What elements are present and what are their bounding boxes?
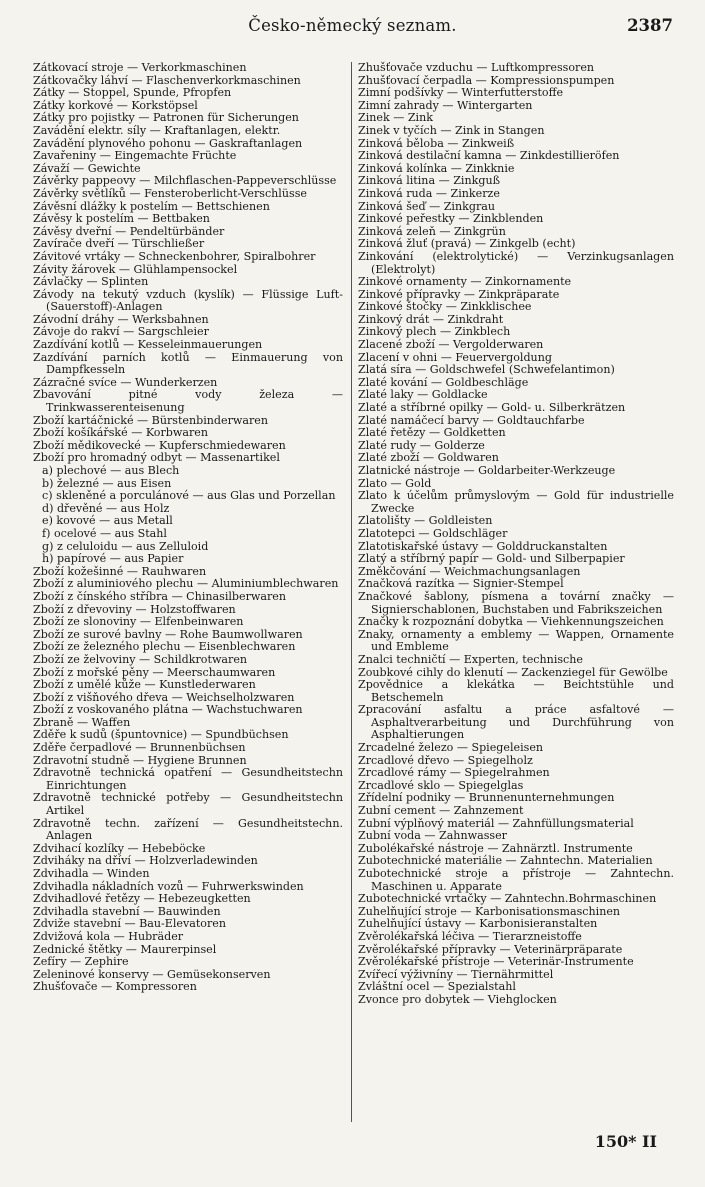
index-entry: Zdviháky na dříví — Holzverladewinden <box>33 854 258 868</box>
index-entry: Zavádění plynového pohonu — Gaskraftanlagen <box>33 136 303 150</box>
index-entry: Zlaté rudy — Golderze <box>358 438 485 452</box>
index-entry: Závody na tekutý vzduch (kyslík) — Flüssige Luft- (Sauerstoff)-Anlagen <box>33 287 343 314</box>
index-entry: Zlatnické nástroje — Goldarbeiter-Werkzeuge <box>358 464 616 477</box>
index-entry: Zubní výplňový materiál — Zahnfüllungsmaterial <box>358 816 634 830</box>
index-entry: Zboží z aluminiového plechu — Aluminiumblechwaren <box>33 577 339 591</box>
index-entry: Závaží — Gewichte <box>33 161 141 175</box>
index-entry: Zpracování asfaltu a práce asfaltové — Asphaltverarbeitung und Durchführung von Asphaltierungen <box>358 703 674 742</box>
index-entry: Zdvižová kola — Hubräder <box>33 929 184 943</box>
index-entry: Zubní cement — Zahnzement <box>358 804 524 818</box>
index-entry: Zboží košíkářské — Korbwaren <box>33 426 209 440</box>
index-entry: Zboží z voskovaného plátna — Wachstuchwaren <box>33 703 303 717</box>
index-entry: Zhušťovací čerpadla — Kompressionspumpen <box>358 73 615 87</box>
index-entry: Zubotechnické vrtačky — Zahntechn.Bohrmaschinen <box>358 892 657 906</box>
index-entry: Zvířecí výživníny — Tiernährmittel <box>358 967 554 981</box>
index-entry: Zinková zeleň — Zinkgrün <box>358 224 506 238</box>
page-number: 2387 <box>627 16 673 35</box>
index-entry: h) papírové — aus Papier <box>42 552 184 566</box>
index-entry: Zinková šeď — Zinkgrau <box>358 199 496 213</box>
printer-signature: 150* II <box>594 1132 657 1151</box>
index-entry: Zboží z umělé kůže — Kunstlederwaren <box>33 678 256 692</box>
index-entry: Zdvihadla nákladních vozů — Fuhrwerkswinden <box>33 879 304 893</box>
index-entry: Zvěrolékařské přístroje — Veterinär-Instrumente <box>358 955 634 969</box>
index-entry: Zboží z dřevoviny — Holzstoffwaren <box>33 602 236 616</box>
index-entry: Zubní voda — Zahnwasser <box>358 829 507 843</box>
index-entry: Zlaté laky — Goldlacke <box>358 388 488 402</box>
index-entry: d) dřevěné — aus Holz <box>42 501 170 515</box>
index-entry: Zboží ze želvoviny — Schildkrotwaren <box>33 652 248 666</box>
index-entry: Zboží pro hromadný odbyt — Massenartikel <box>33 451 280 465</box>
index-entry: Závěrky světlíků — Fensteroberlicht-Verschlüsse <box>33 186 307 200</box>
index-entry: Zinková litina — Zinkguß <box>358 174 500 188</box>
index-entry: Zlatý a stříbrný papír — Gold- und Silberpapier <box>358 552 625 566</box>
index-entry: Zlaté a stříbrné opilky — Gold- u. Silberkrätzen <box>358 401 626 415</box>
index-entry: b) železné — aus Eisen <box>42 476 172 490</box>
index-entry: Zrcadlové dřevo — Spiegelholz <box>358 753 533 767</box>
index-entry: Zdravotně techn. zařízení — Gesundheitstechn. Anlagen <box>33 816 343 843</box>
index-entry: Zinková běloba — Zinkweiß <box>358 136 515 150</box>
index-entry: Zinkový plech — Zinkblech <box>358 325 511 339</box>
index-entry: Zlatotepci — Goldschläger <box>358 526 508 540</box>
index-entry: f) ocelové — aus Stahl <box>42 526 167 540</box>
index-entry: Zlaté namáčecí barvy — Goldtauchfarbe <box>358 413 585 427</box>
index-entry: Zátky pro pojistky — Patronen für Sicherungen <box>33 111 299 125</box>
index-entry: Zděře čerpadlové — Brunnenbüchsen <box>33 741 246 755</box>
index-entry: Zrcadlové rámy — Spiegelrahmen <box>358 766 550 780</box>
index-entry: Zboží ze železného plechu — Eisenblechwaren <box>33 640 296 654</box>
index-entry: Zboží z mořské pěny — Meerschaumwaren <box>33 665 276 679</box>
index-entry: Zlaté řetězy — Goldketten <box>358 426 506 440</box>
index-entry: Zavádění elektr. síly — Kraftanlagen, elektr. <box>33 123 281 137</box>
index-entry: Zednické štětky — Maurerpinsel <box>33 942 217 956</box>
index-entry: Zátkovací stroje — Verkorkmaschinen <box>33 61 247 74</box>
index-entry: Zinková kolínka — Zinkknie <box>358 161 515 175</box>
index-entry: Zinková ruda — Zinkerze <box>358 186 500 200</box>
index-entry: Zboží ze surové bavlny — Rohe Baumwollwaren <box>33 627 303 641</box>
index-entry: Zazdívání parních kotlů — Einmauerung von Dampfkesseln <box>33 350 343 377</box>
index-entry: Zlato k účelům průmyslovým — Gold für industrielle Zwecke <box>358 489 674 515</box>
index-entry: Zlatá síra — Goldschwefel (Schwefelantimon) <box>358 363 615 377</box>
index-entry: Zuhelňující ústavy — Karbonisieranstalten <box>358 917 598 931</box>
index-entry: Závěsy k postelím — Bettbaken <box>33 212 210 226</box>
index-entry: Zavařeniny — Eingemachte Früchte <box>33 149 237 163</box>
index-entry: Zřídelní podniky — Brunnenunternehmungen <box>358 791 615 805</box>
index-entry: Zdvihadla — Winden <box>33 867 150 880</box>
index-entry: Zvonce pro dobytek — Viehglocken <box>358 992 557 1006</box>
index-entry: Zinek v tyčích — Zink in Stangen <box>358 123 545 137</box>
index-entry: Zimní zahrady — Wintergarten <box>358 98 533 112</box>
index-entry: Závěrky pappeovy — Milchflaschen-Pappeverschlüsse <box>33 174 337 188</box>
index-entry: Zlacené zboží — Vergolderwaren <box>358 338 544 352</box>
index-entry: Značková razítka — Signier-Stempel <box>358 577 564 591</box>
index-entry: Zinková žluť (pravá) — Zinkgelb (echt) <box>358 237 576 251</box>
index-entry: Zátky — Stoppel, Spunde, Pfropfen <box>33 86 232 100</box>
index-entry: Zefíry — Zephire <box>33 955 129 969</box>
index-entry: Zinkové peřestky — Zinkblenden <box>358 212 544 226</box>
index-entry: Zátky korkové — Korkstöpsel <box>33 98 198 112</box>
page-title: Česko-německý seznam. <box>248 16 457 35</box>
index-entry: Zinkový drát — Zinkdraht <box>358 312 504 326</box>
index-entry: Zdravotně technické potřeby — Gesundheitstechn Artikel <box>33 791 343 818</box>
index-entry: Zubolékařské nástroje — Zahnärztl. Instrumente <box>358 841 633 855</box>
index-entry: Zboží kožešinné — Rauhwaren <box>33 564 207 578</box>
index-entry: Zbavování pitné vody železa — Trinkwasserenteisenung <box>33 388 343 415</box>
index-entry: Zinkování (elektrolytické) — Verzinkugsanlagen (Elektrolyt) <box>358 249 674 276</box>
index-entry: Zinkové ornamenty — Zinkornamente <box>358 275 572 289</box>
index-entry: Zboží z višňového dřeva — Weichselholzwaren <box>33 690 295 704</box>
index-entry: Zátkovačky láhví — Flaschenverkorkmaschinen <box>33 73 301 87</box>
index-entry: Zboží ze slonoviny — Elfenbeinwaren <box>33 615 244 629</box>
index-entry: Zinek — Zink <box>358 111 433 125</box>
index-entry: Zdvihadlové řetězy — Hebezeugketten <box>33 892 251 906</box>
index-entry: g) z celuloidu — aus Zelluloid <box>42 539 209 553</box>
index-entry: Zhušťovače — Kompressoren <box>33 980 197 994</box>
column-divider <box>351 62 352 1122</box>
index-entry: Zázračné svíce — Wunderkerzen <box>33 375 218 389</box>
index-entry: Zinková destilační kamna — Zinkdestillieröfen <box>358 149 620 163</box>
index-entry: Značkové šablony, písmena a tovární značky — Signierschablonen, Buchstaben und Fabrikszeichen <box>358 589 674 616</box>
index-entry: Závlačky — Splinten <box>33 275 149 289</box>
index-entry: Zdravotní studně — Hygiene Brunnen <box>33 753 247 767</box>
index-entry: Zlacení v ohni — Feuervergoldung <box>358 350 552 364</box>
index-entry: a) plechové — aus Blech <box>42 464 180 477</box>
index-entry: Zlatolišty — Goldleisten <box>358 514 493 528</box>
index-entry: Znaky, ornamenty a emblemy — Wappen, Ornamente und Embleme <box>358 627 674 654</box>
index-entry: Zinkové štočky — Zinkklischee <box>358 300 532 314</box>
index-entry: e) kovové — aus Metall <box>42 514 173 528</box>
page-header <box>0 16 705 44</box>
index-entry: Zboží z čínského stříbra — Chinasilberwaren <box>33 589 287 603</box>
index-entry: Zboží kartáčnické — Bürstenbinderwaren <box>33 413 269 427</box>
index-entry: Změkčování — Weichmachungsanlagen <box>358 564 581 578</box>
index-entry: Závěsy dveřní — Pendeltürbänder <box>33 224 225 238</box>
index-entry: Zinkové přípravky — Zinkpräparate <box>358 287 560 301</box>
index-entry: Závodní dráhy — Werksbahnen <box>33 312 209 326</box>
index-entry: Zdravotně technická opatření — Gesundheitstechn Einrichtungen <box>33 766 343 792</box>
index-entry: Závitové vrtáky — Schneckenbohrer, Spiralbohrer <box>33 249 316 263</box>
index-entry: Zeleninové konservy — Gemüsekonserven <box>33 967 271 981</box>
index-entry: Zboží mědikovecké — Kupferschmiedewaren <box>33 438 286 452</box>
index-entry: Závity žárovek — Glühlampensockel <box>33 262 238 276</box>
index-entry: Zrcadlové sklo — Spiegelglas <box>358 778 524 792</box>
left-column <box>33 62 343 994</box>
index-entry: Zlatotiskařské ústavy — Golddruckanstalten <box>358 539 608 553</box>
index-entry: Zoubkové cihly do klenutí — Zackenziegel für Gewölbe <box>358 665 668 679</box>
index-entry: Zrcadelné železo — Spiegeleisen <box>358 741 544 755</box>
right-column <box>358 62 674 1007</box>
index-entry: Zbraně — Waffen <box>33 715 131 729</box>
index-entry: Zvěrolékařské přípravky — Veterinärpräparate <box>358 942 623 956</box>
index-entry: Zpovědnice a klekátka — Beichtstühle und Betschemeln <box>358 678 674 704</box>
index-entry: Zuhelňující stroje — Karbonisationsmaschinen <box>358 904 621 918</box>
index-entry: Zlato — Gold <box>358 476 432 490</box>
index-entry: Zdvihadla stavební — Bauwinden <box>33 904 221 918</box>
index-entry: Zlaté kování — Goldbeschläge <box>358 375 529 389</box>
index-entry: c) skleněné a porculánové — aus Glas und Porzellan <box>42 489 336 503</box>
index-entry: Zazdívání kotlů — Kesseleinmauerungen <box>33 338 263 352</box>
index-entry: Zavírače dveří — Türschließer <box>33 237 205 251</box>
index-entry: Zhušťovače vzduchu — Luftkompressoren <box>358 61 595 74</box>
index-entry: Zdviže stavební — Bau-Elevatoren <box>33 917 227 931</box>
index-entry: Zděře k sudů (špuntovnice) — Spundbüchsen <box>33 728 289 742</box>
index-entry: Zlaté zboží — Goldwaren <box>358 451 499 465</box>
index-entry: Zvěrolékařská léčiva — Tierarzneistoffe <box>358 929 582 943</box>
index-entry: Znalci techničtí — Experten, technische <box>358 652 583 666</box>
index-entry: Zubotechnické stroje a přístroje — Zahntechn. Maschinen u. Apparate <box>358 867 674 893</box>
index-entry: Zvláštní ocel — Spezialstahl <box>358 980 516 994</box>
index-entry: Závoje do rakví — Sargschleier <box>33 325 209 339</box>
index-entry: Závěsní dlážky k postelím — Bettschienen <box>33 199 270 213</box>
index-entry: Zdvihací kozlíky — Hebeböcke <box>33 841 206 855</box>
index-entry: Zimní podšívky — Winterfutterstoffe <box>358 86 564 100</box>
index-entry: Značky k rozpoznání dobytka — Viehkennungszeichen <box>358 615 664 629</box>
index-entry: Zubotechnické materiálie — Zahntechn. Materialien <box>358 854 653 868</box>
